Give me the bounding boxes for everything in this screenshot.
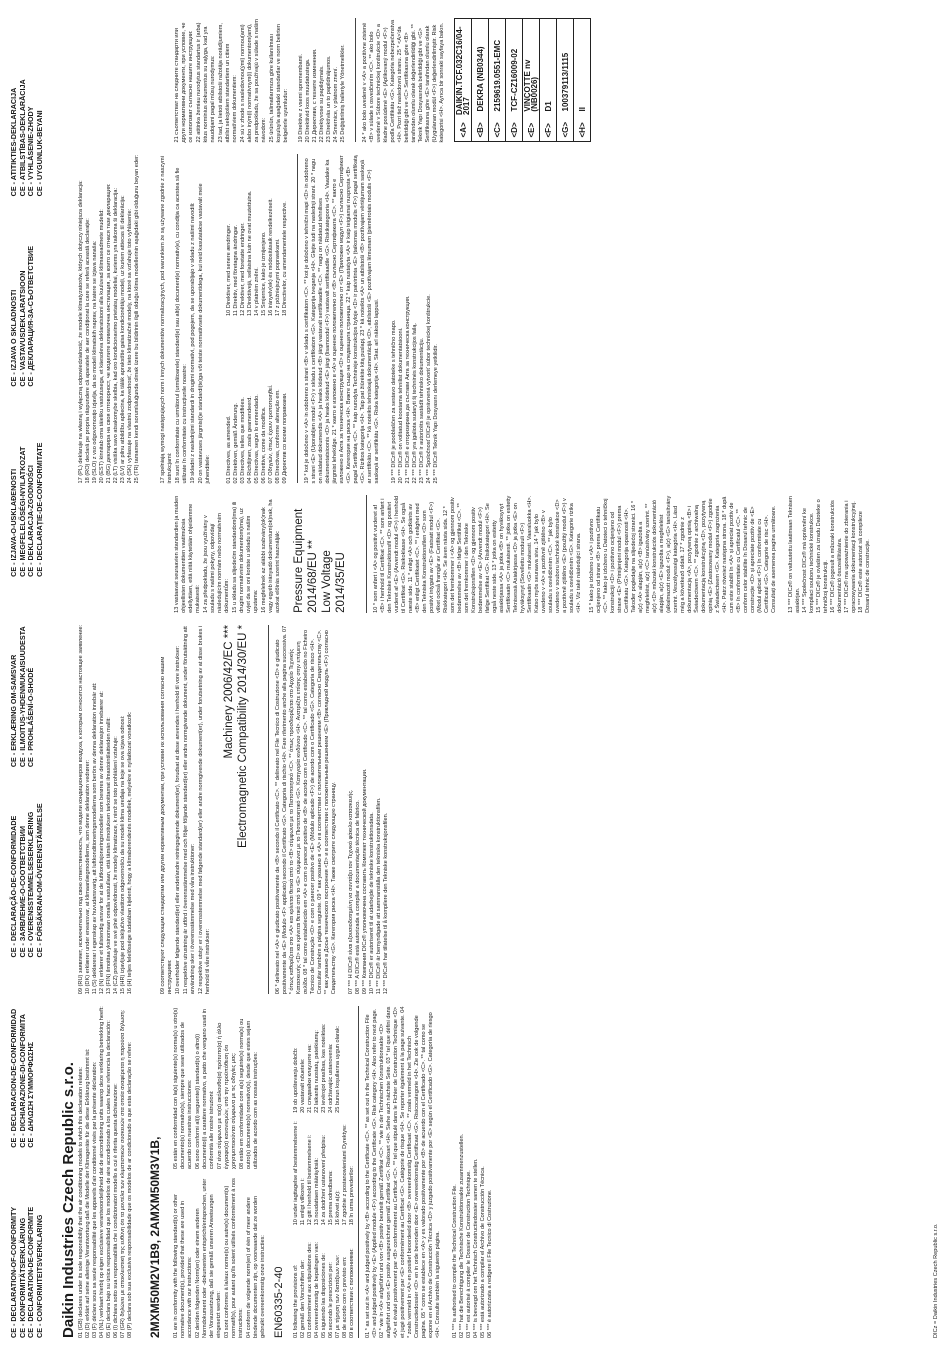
amendment-line: 06 Direttive, come da modifica.: [261, 406, 267, 484]
conformity-text: 18 sunt în conformitate cu următorul (următoarele) standard(e) sau alt(e) document(e) normativ(e), cu condiția ca acestea să fie utilizate în conformitate cu instrucțiunile noastre:: [175, 167, 188, 484]
declaration-line: 02 (D) erklärt auf seine alleinige Verantwortung daß die Modelle der Klimageräte für die diese Erklärung bestimmt ist:: [85, 1048, 91, 1338]
divider: [268, 625, 269, 994]
amendments-block: [226, 154, 289, 483]
conformity-text: 06 sono conformi al(i) seguente(i) standard(s) o altro(i) documento(i) a carattere normativo, a patto che vengano usati in conformità alle nostre istruzioni:: [195, 1008, 215, 1170]
certificate-row: [472, 19, 489, 141]
header-line: CE - OVERENSSTEMMELSESERKLÆRING: [26, 811, 36, 958]
header-group: [10, 589, 56, 767]
conformity-text: 09 соответствуют следующим стандартам или другим нормативным документам, при условии их использования согласно нашим инструкциям:: [160, 656, 173, 995]
declaration-line: 07 (GR) δηλώνει με αποκλειστική της ευθύνη ότι τα μοντέλα των κλιματιστικών συσκευών στα οποία αναφέρεται η παρούσα δήλωση:: [120, 1009, 126, 1338]
declaration-line: 14 (CZ) prohlašuje ve své plné odpovědnosti, že modely klimatizace, k nimž se toto prohlášení vztahuje:: [113, 736, 119, 995]
divider: [358, 1006, 359, 1338]
technical-file-text: 06 * delineato nel <A> e giudicato positivamente da <B> secondo il Certificato <C>. ** delineato nel File Tecnico di Costruzione <D> e giudicato positivamente da <E> (Modulo <F> applicato) secondo il Certificato <G>. Categoria di rischio <H>. Fare riferimento anche alla pagina successiva. 07 * όπως καθορίζεται στο <A> και κρίνεται θετικά από το <B> σύμφωνα με το Πιστοποιητικό <C>. ** όπως προσδιορίζεται στο Αρχείο Τεχνικής Κατασκευής <D> και κρίνεται θετικά από το <E> σύμφωνα με το Πιστοποιητικό <G>. Κατηγορία κινδύνου <H>. Ανατρέξτε επίσης στην επόμενη σελίδα. 08 * tal como estabelecido em <A> e com o parecer positivo de <B> de acordo com o Certificado <C>. ** tal como estabelecido no Ficheiro Técnico de Construção <D> e com o parecer positivo de <E> (Módulo aplicado <F>) de acordo com o Certificado <G>. Categoria de risco <H>. Consultar também a página seguinte. 09 * как указано в <A> и в соответствии с положительным решением <B> согласно Свидетельству <C>. ** как указано в Досье технического построения <D> и в соответствии с положительным решением <E> (Прикладной модуль <F>) согласно Свидетельству <G>. Категория риска <H>. Также смотрите следующую страницу.: [275, 625, 337, 995]
declaration-line: 24 (SK) vyhlasuje na vlastnú zodpovednosť, že tieto klimatizačné modely, na ktoré sa vzťahuje toto vyhlásenie:: [127, 208, 133, 484]
header-line: CE - MEGFELELŐSÉGI-NYILATKOZAT: [17, 446, 27, 577]
declaration-line: 20 (EST) kinnitab oma täieliku vastutusega, et käesoleva deklaratsiooni alla kuuluvad kliimaseadmete mudelid:: [99, 209, 105, 484]
middle-left-block: [78, 625, 940, 994]
declaration-line: 06 (I) dichiara sotto sua responsabilità che i condizionatori modello a cui è riferita questa dichiarazione:: [113, 1083, 119, 1338]
certificate-row: [489, 19, 506, 141]
authorisation-line: 17 *** DICz® ma upoważnienie do zbierania i opracowywania dokumentacji konstrukcyjnej.: [844, 500, 857, 613]
declaration-line: 03 (F) déclare sous sa seule responsabilité que les appareils d'air conditionné visés par la présente déclaration:: [92, 1061, 98, 1338]
certificate-row: [455, 19, 472, 141]
conformity-text: 22 atitinka žemiau nurodytus standartus ir (arba) kitus norminius dokumentus su sąlyga, kad yra naudojami pagal mūsų nurodymus:: [196, 22, 216, 143]
authorisation-line: 01 *** is authorised to compile the Technical Construction File.: [452, 1184, 458, 1338]
left-block: [78, 1006, 940, 1338]
certificate-key: <D>: [509, 122, 519, 138]
provision-line: 25 bunun koşullarına uygun olarak:: [335, 1025, 341, 1113]
declaration-line: 05 (E) declara bajo su única responsabilidad que los modelos de aire acondicionado a los cuales hace referencia la declaración:: [106, 1020, 112, 1338]
header-line: CE - ΔΗΛΩΣΗ ΣΥΜΜΟΡΦΩΣΗΣ: [26, 1041, 36, 1148]
conformity-text: 23 tad, ja lietoti atbilstoši ražotāja norādījumiem, atbilst sekojošiem standartiem un citiem normatīviem dokumentiem:: [218, 23, 238, 143]
amendment-line: 13 Direktiivejä, sellaisina kuin ne ovat muutettuina.: [247, 190, 253, 316]
provision-line: 20 vastavalt nõuetele:: [300, 1058, 306, 1113]
declaration-line: 15 (HR) izjavljuje pod isključivo vlastitom odgovornošću da su modeli klima uređaja na koje se ova izjava odnosi:: [120, 715, 126, 995]
conformity-text: 24 sú v zhode s nasledovnou(ými) normou(ami) alebo iným(i) normatívnym(i) dokumentom(ami), za predpokladu, že sa používajú v súlade s našim návodom:: [240, 19, 267, 143]
directive-line: Electromagnetic Compatibility 2014/30/EU *: [237, 624, 249, 848]
conformity-text: 04 conform de volgende norm(en) of één of meer andere bindende documenten zijn, op voorwaarde dat ze worden gebruikt overeenkomstig onze instructies:: [246, 1195, 266, 1338]
conformity-text: 11 respektive utrustning är utförd i överensstämmelse med och följer följande standard(er) eller andra normgivande dokument, under förutsättning att användning sker i överensstämmelse med våra instruktioner:: [183, 626, 196, 995]
authorisation-list: [788, 495, 872, 612]
certificate-value: TCF-CZ16009-02: [509, 48, 519, 112]
certificate-key: <A>: [458, 122, 468, 138]
header-group: [10, 969, 56, 1147]
header-line: CE - UYGUNLUK-BEYANI: [34, 110, 44, 197]
conformity-text: 20 on vastavuses järgmis(t)e standardi(te)ga või teiste normatiivsete dokumentidega, kui neid kasutatakse vastavalt meie juhenditele:: [198, 183, 211, 484]
header-group: [10, 1160, 56, 1338]
certificate-value: D1: [543, 101, 553, 112]
authorisation-line: 19 *** DICz® je pooblaščen za sestavo datoteke s tehnično mapo.: [391, 319, 397, 484]
header-line: CE - ILMOITUS-YHDENMUKAISUUDESTA: [17, 626, 27, 768]
declaration-line: 01 (GB) declares under its sole responsibility that the air conditioning models to which this declaration relates:: [78, 1066, 84, 1338]
standard-reference: EN60335-2-40: [273, 1266, 285, 1338]
authorisation-line: 12 *** DICz® har tillatelse til å kompilere den Tekniske konstruksjonsfilen.: [383, 812, 389, 995]
provision-line: 22 laikantis nuostatų, pateikiamų:: [314, 1030, 320, 1113]
authorisation-line: 08 *** A DICz® está autorizada a compilar a documentação técnica de fabrico.: [355, 800, 361, 995]
amendment-line: 08 Directivas, conforme alteração em.: [275, 389, 281, 484]
middle-right-block: [78, 154, 940, 483]
amendments-block: [298, 18, 347, 142]
provision-line: 14 za dodržení ustanovení předpisu:: [321, 1134, 327, 1226]
technical-file-text: 19 * kot je določeno v <A> in odobreno s strani <B> v skladu s certifikatom <C>. ** kot je določeno v tehnični mapi <D> in odobreno s strani <E> (Uporabljen modul <F>) v skladu s certifikatom <G>. Kategorija tveganja <H>. Glejte tudi na naslednji strani. 20 * nagu on näidatud dokumendis <A> ja heaks kiidetud <B> järgi vastavalt sertifikaadile <C>. ** nagu on näidatud tehnilises dokumentatsioonis <D> ja heaks kiidetud <E> järgi (lisamoodul <F>) vastavalt sertifikaadile <G>. Riskikategooria <H>. Vaadake ka järgmist lehekülge. 21 * както е изложено в <A> и оценено положително от <B> съгласно Сертификата <C>. ** както е изложено в Акта за техническа конструкция <D> и оценено положително от <E> (Приложен модул <F>) съгласно Сертификат <G>. Категория на риска <H>. Вижте също на следващата страница. 22 * kaip nustatyta <A> ir kaip teigiamai nuspręsta <B> pagal Sertifikatą <C>. ** kaip nurodyta Techninėje konstrukcijos byloje <D> ir patvirtinta <E> (taikomas modulis <F>) pagal sertifikatą <G>. Rizikos kategorija <H>. Taip pat žiūrėkite kitą puslapį. 23 * kā noteikts <A> un atbilstoši <B> pozitīvajam vērtējumam saskaņā ar sertifikātu <C>. ** kā noteikts tehniskajā dokumentācijā <D>, atbilstoši <E> pozitīvajam lēmumam (piemērotais modulis <F>) saskaņā ar sertifikātu <G>. Riska kategorija <H>. Skat. arī nākošo lappusi.: [304, 155, 380, 484]
certificate-key: <G>: [560, 121, 570, 138]
provision-line: 11 enligt villkoren i:: [300, 1178, 306, 1226]
provision-line: 06 secondo le prescrizioni per:: [328, 1262, 334, 1338]
header-group: [10, 779, 56, 957]
declaration-line: 13 (FIN) ilmoittaa yksinomaan omalla vastuullaan, että tämän ilmoituksen tarkoittamat ilmastointilaitteiden mallit:: [106, 717, 112, 995]
conformity-text: 25 ürünün, talimatlarımıza göre kullanılması koşuluyla aşağıdaki standartlar ve norm belirten belgelerle uyumludur:: [269, 24, 289, 143]
header-row: [10, 18, 56, 1338]
technical-file-text: 01 * as set out in <A> and judged positively by <B> according to the Certificate <C>. ** as set out in the Technical Construction File <D> and judged positively by <E> (Applied module <F>) according to the Certificate <G>. Risk category <H>. Also refer to next page. 02 * wie in <A> aufgeführt und von <B> positiv beurteilt gemäß Zertifikat <C>. ** wie in der Technischen Konstruktionsakte <D> aufgeführt und von <E> positiv ausgezeichnet gemäß Zertifikat <G>. Risikoart <H>. Siehe auch nächste Seite. 03 * tel que défini dans <A> et évalué positivement par <B> conformément au Certificat <C>. ** tel que stipulé dans le Fichier de Construction Technique <D> et jugé positivement par <E> conformément au Certificat <G>. Catégorie de risque <H>. Se reporter également à la page suivante. 04 * zoals vermeld in <A> en positief beoordeeld door <B> overeenkomstig Certificaat <C>. ** zoals vermeld in het Technisch Constructiedossier <D> en in orde bevonden door <E> overeenkomstig Certificaat <G>. Risicocategorie <H>. Zie ook de volgende pagina. 05 * como se establece en <A> y es valorado positivamente por <B> de acuerdo con el Certificado <C>. ** tal como se expone en el Archivo de Construcción Técnica <D> y juzgado positivamente por <E> según el Certificado <G>. Categoría de riesgo <H>. Consulte también la siguiente página.: [365, 1006, 441, 1338]
provision-line: 13 noudattaen määräyksiä:: [314, 1157, 320, 1226]
declaration-line: 08 (P) declara sob sua exclusiva responsabilidade que os modelos de ar condicionado a que esta declaração se refere:: [127, 1041, 133, 1338]
declaration-line: 19 (SLO) z vso odgovornostjo izjavlja, da so modeli klimatskih naprav, na katere se izjava nanaša:: [92, 240, 98, 484]
declaration-spacer: [78, 495, 148, 612]
amendment-line: 14 v platném znění.: [254, 267, 260, 316]
conformity-text: 02 der/den folgenden Norm(en) oder einem anderen Normdokument oder -dokumenten entspricht/entsprechen, unter der Voraussetzung, daß sie gemäß unseren Anweisungen eingesetzt werden:: [195, 1178, 222, 1338]
provision-line: 04 overeenkomstig de bepalingen van:: [314, 1241, 320, 1338]
authorisation-line: 07 *** Η DICz® είναι εξουσιοδοτημένη να συντάξει τον Τεχνικό φάκελο κατασκευής.: [348, 789, 354, 995]
amendment-line: 16 irányelv(ek) és módosításaik rendelkezéseit.: [268, 198, 274, 316]
authorisation-list: [452, 1006, 494, 1338]
provision-line: 09 в соответствии с положениями:: [349, 1248, 355, 1338]
header-line: CE - DECLARACION-DE-CONFORMIDAD: [9, 1008, 18, 1148]
certificate-key: <F>: [543, 123, 553, 138]
provision-line: 01 following the provisions of:: [293, 1264, 299, 1338]
amendment-line: 09 Директив со всеми поправками.: [282, 392, 288, 484]
amendment-line: 19 Direktive z vsemi spremembami.: [298, 53, 304, 143]
right-block: [78, 18, 940, 142]
certificate-value: 2159619.0551-EMC: [492, 39, 502, 112]
amendment-line: 22 Direktyvose su papildymais.: [319, 65, 325, 143]
provision-line: 03 conformément aux stipulations des:: [307, 1242, 313, 1338]
authorisation-line: 16 *** DICz® jogosult a műszaki konstrukciós dokumentáció összeállítására.: [830, 500, 843, 613]
certificate-key: <C>: [492, 122, 502, 138]
authorisation-line: 23 *** DICz® ir autorizēts sastādīt tehnisko dokumentāciju.: [419, 337, 425, 484]
directive-line: Machinery 2006/42/EC ***: [223, 624, 235, 759]
authorisation-line: 11 *** DICz® är bemyndigade att sammanställa den tekniska konstruktionsfilen.: [376, 797, 382, 995]
authorisation-line: 15 *** DICz® je ovlašten za izradu Datoteke o tehničkoj konstrukciji.: [816, 499, 829, 613]
authorisation-list: [391, 154, 440, 483]
header-group: [10, 399, 56, 577]
certificate-value: DAIKIN.TCF.032C16/04-2017: [455, 26, 471, 115]
certificate-value: DEKRA (NB0344): [475, 46, 485, 112]
provision-line: 02 gemäß den Vorschriften der:: [300, 1259, 306, 1338]
authorisation-line: 21 *** DICz® е оторизирана да състави Акта за техническа конструкция.: [405, 295, 411, 484]
header-line: CE - KONFORMITÄTSERKLÄRUNG: [17, 1217, 27, 1338]
authorisation-line: 22 *** DICz® yra įgaliota sudaryti šį techninės konstrukcijos failą.: [412, 322, 418, 484]
provision-line: 21 следвайки клаузите на:: [307, 1044, 313, 1113]
header-line: CE - ATBILSTĪBAS-DEKLARĀCIJA: [17, 79, 27, 197]
provision-line: 15 prema odredbama:: [328, 1170, 334, 1226]
amendment-line: 10 Direktiver, med senere ændringer.: [226, 223, 232, 316]
amendment-line: 18 Directivelor, cu amendamentele respective.: [282, 201, 288, 316]
header-line: CE - ERKLÆRING OM-SAMSVAR: [9, 654, 18, 768]
authorisation-line: 24 *** Spoločnosť DICz® je oprávnená vytvoriť súbor technickej konštrukcie.: [426, 294, 432, 484]
authorisation-line: 18 *** DICz® este autorizat să compileze Dosarul tehnic de construcție.: [858, 511, 871, 613]
amendment-line: 23 Direktīvās un to papildinājumos.: [326, 55, 332, 143]
provision-line: 23 ievērojot prasības, kas noteiktas:: [321, 1023, 327, 1113]
conformity-text: 16 megfelelnek az alábbi szabvány(ok)nak vagy egyéb irányadó dokumentum(ok)nak, ha azokat előírás szerint használják:: [261, 499, 281, 613]
technical-file-text: 24 * ako bolo uvedené v <A> a pozitívne zistené <B> v súlade s osvedčením <C>. ** ako bolo uvedené v Súbore technickej konštrukcie <D> a kladne posúdené <E> (Aplikovaný modul <F>) podľa Certifikátu <G>. Kategória nebezpečenstva <H>. Pozri tiež nasledovnú stranu. 25 * <A>'da belirtildiği gibi ve <C> Sertifikasına göre <B> tarafından olumlu olarak değerlendirildiği gibi. ** Teknik Yapı Dosyasında belirtildiği gibi ve <G> Sertifikasına göre <E> tarafından olumlu olarak (Uygulanan modül <F>) değerlendirilmiştir. Risk kategorisi <H>. Ayrıca bir sonraki sayfaya bakın.: [362, 19, 445, 143]
amendment-line: 15 Smjernice, kako je izmijenjeno.: [261, 231, 267, 316]
body-columns: [78, 18, 940, 1338]
authorisation-line: 20 *** DICz® on volitatud koostama tehnilist dokumentatsiooni.: [398, 327, 404, 484]
divider: [366, 495, 367, 612]
declaration-list: [78, 154, 141, 483]
amendment-line: 05 Directivas, según lo enmendado.: [254, 394, 260, 484]
directives-list: [222, 625, 250, 994]
certificate-key: <E>: [526, 122, 536, 138]
provision-line: 16 követi a(z):: [335, 1190, 341, 1226]
declaration-line: 21 (BG) декларира на своя отговорност, че моделите климатична инсталация, за които се отнася тази декларация:: [106, 183, 112, 484]
authorisation-list: [348, 625, 390, 994]
declaration-line: 04 (NL) verklaart hierbij op eigen exclusieve verantwoordelijkheid dat de airconditioning units waarop deze verklaring betrekking heeft:: [99, 1006, 105, 1338]
technical-file-text: 15 * kako je izloženo u <A> i pozitivno ocijenjeno od strane <B> prema Certifikatu <C>. ** kako je izloženo u Datoteci o tehničkoj konstrukciji <D> i pozitivno ocijenjeno od strane <E> (Primijenjeni modul <F>) prema Certifikatu <G>. Kategorija opasnosti <H>. Također pogledajte na slijedećoj stranici. 16 * a(z) <A> alapján, a(z) <B> igazolta a megfelelést, a(z) <C> tanúsítvány szerint. ** a(z) <D> műszaki konstrukciós dokumentáció alapján, a(z) <E> igazolta a megfelelést (alkalmazott modul: <F>), a(z) <G> tanúsítvány szerint. Veszélyességi kategória <H>. Lásd még a következő oldalt. 17 * zgodnie z dokumentacją <A>, pozytywną opinią <B> i Świadectwem <C>. ** zgodnie z archiwalną dokumentacją konstrukcyjną <D>, pozytywną opinią <E> (Zastosowany moduł <F>) zgodnie z Świadectwem <G>. Kategoria zagrożenia <H>. Patrz również następna strona. 18 * după cum este stabilit în <A> și apreciat pozitiv de <B> în conformitate cu Certificatul <C>. ** conform celor stabilite în Dosarul tehnic de construcție <D> și apreciate pozitiv de <E> (Modul aplicat <F>) în conformitate cu Certificatul <G>. Categorie de risc <H>. Consultați de asemenea pagina următoare.: [589, 495, 777, 613]
authorisation-line: 14 *** Společnost DICz® má oprávnění ke kompilaci souboru technické konstrukce.: [802, 508, 815, 613]
certificate-value: II: [577, 107, 587, 112]
declaration-line: 16 (H) teljes felelőssége tudatában kijelenti, hogy a klímaberendezés modellek, melyekre e nyilatkozat vonatkozik:: [127, 711, 133, 995]
authorisation-line: 04 *** is bevoegd om het Technisch Constructiedossier samen te stellen.: [473, 1158, 479, 1338]
directives-list: [292, 495, 348, 612]
conformity-text: 01 are in conformity with the following standard(s) or other normative document(s), provided that these are used in accordance with our instructions:: [173, 1194, 193, 1338]
header-line: CE - VYHLÁSENIE-ZHODY: [26, 106, 36, 197]
authorisation-line: 09 *** Компания DICz® уполномочена составить Комплект технической документации.: [362, 768, 368, 995]
amendment-line: 07 Οδηγιών, όπως έχουν τροποποιηθεί.: [268, 384, 274, 484]
certificate-table: [454, 18, 591, 142]
certificate-row: [540, 19, 557, 141]
declaration-list: [78, 1006, 134, 1338]
certificate-key: <B>: [475, 122, 485, 138]
footnote: DICz = Daikin Industries Czech Republic s.r.o.: [933, 1223, 939, 1338]
technical-file-text: 10 * som anført i <A> og positivt vurderet af <B> i henhold til Certifikat <C>. ** som anført i den Tekniske Konstruktionsfil <D> og positivt vurderet af <E> (Anvendt modul <F>) i henhold til Certifikat <G>. Risikoklasse <H>. Se også næste side. 11 * enligt <A> och godkänts av <B> enligt Certifikatet <C>. ** i enlighet med den Tekniska Konstruktionsfilen <D> som positivt intygats av <E> (Fastsatt modul <F>) vilket också framgår av Certifikat <G>. Riskkategori <H>. Se även nästa sida. 12 * som det fremkommer i <A> og gjennom positiv bedømmelse av <B> ifølge Sertifikat <C>. ** som det fremkommer i den Tekniske Konstruksjonsfilen <D> og gjennom positiv bedømmelse av <E> (Anvendt modul <F>) ifølge Sertifikat <G>. Risikokategori <H>. Se også neste side. 13 * jotka on esitetty asiakirjassa <A> ja jotka <B> on hyväksynyt Sertifikaatin <C> mukaisesti. ** jotka on esitetty Teknisessä Asiakirjassa <D> ja jotka <E> on hyväksynyt (Sovellettu moduuli <F>) Sertifikaatin <G> mukaisesti. Vaaraluokka <H>. Katso myös seuraava sivu. 14 * jak bylo uvedeno v <A> a pozitivně zjištěno <B> v souladu s osvědčením <C>. ** jak bylo uvedeno v souboru technické konstrukce <D> a pozitivně zjištěno <E> (použitý modul <F>) v souladu s osvědčením <G>. Kategorie rizika <H>. Viz také následující strana.: [373, 495, 582, 613]
header-line: CE - DICHIARAZIONE-DI-CONFORMITA: [17, 1014, 27, 1148]
certificate-key: <H>: [577, 122, 587, 138]
directive-line: Pressure Equipment 2014/68/EU **: [293, 508, 319, 613]
authorisation-line: 25 *** DICz® Teknik Yapı Dosyasını derlemeye yetkilidir.: [433, 344, 439, 484]
conformity-block: [173, 1006, 268, 1338]
authorisation-line: 13 *** DICz® on valtuutettu laatimaan Teknisen asiakirjan.: [788, 495, 801, 613]
declaration-line: 09 (RU) заявляет, исключительно под свою ответственность, что модели кондиционеров воздуха, к которым относится настоящее заявление:: [78, 624, 84, 995]
header-line: CE - IZJAVA O SKLADNOSTI: [9, 289, 18, 387]
header-line: CE - ATITIKTIES-DEKLARACIJA: [9, 87, 18, 197]
amendment-line: 12 Direktiver, med foretatte endringer.: [240, 222, 246, 316]
conformity-text: 21 съответстват на следните стандарти или други нормативни документи, при условие, че се използват съгласно нашите инструкции:: [174, 22, 194, 143]
header-line: CE - VASTAVUSDEKLARATSIOON: [17, 270, 27, 387]
authorisation-line: 10 *** DICz® er autoriseret til at udarbejde de tekniske konstruktionsdata.: [369, 812, 375, 995]
amendment-line: 20 Direktiivid koos muudatustega.: [305, 58, 311, 143]
header-line: CE - DECLARAÇÃO-DE-CONFORMIDADE: [9, 815, 18, 958]
conformity-text: 05 están en conformidad con la(s) siguiente(s) norma(s) u otro(s) documento(s) normativo(s), siempre que sean utilizados de acuerdo con nuestras instrucciones:: [173, 1007, 193, 1170]
declaration-line: 10 (DK) erklærer under eneansvar, at klimaanlægmodellerne, som denne deklaration vedrører:: [85, 759, 91, 995]
declaration-line: 25 (TR) tamamen kendi sorumluluğunda olmak üzere bu bildirinin ilgili olduğu klima modellerinin aşağıdaki gibi olduğunu beyan eder:: [134, 154, 140, 484]
header-line: CE - DECLARAȚIE-DE-CONFORMITATE: [34, 442, 44, 577]
provision-line: 18 în urma prevederilor:: [349, 1166, 355, 1226]
certificate-value: VINÇOTTE nv (NB0026): [523, 59, 539, 112]
declaration-line: 11 (S) deklarerar i egenskap av huvudansvarig, att luftkonditioneringsmodellerna som berörs av denna deklaration innebär att:: [92, 682, 98, 995]
header-line: CE - PROHLÁŠENÍ-O-SHODĚ: [26, 667, 36, 768]
declaration-line: 18 (RO) declară pe propria răspundere că aparatele de aer condiționat la care se referă această declarație:: [85, 218, 91, 484]
declaration-list: [78, 625, 134, 994]
provision-line: 08 de acordo com o previsto em:: [342, 1256, 348, 1338]
divider: [297, 154, 298, 483]
middle-block: [78, 495, 940, 612]
certificate-row: [574, 19, 590, 141]
authorisation-line: 03 *** est autorisé à compiler le Dossier de Construction Technique.: [466, 1170, 472, 1338]
provision-line: 07 με τήρηση των διατάξεων των:: [335, 1254, 341, 1338]
declaration-line: 23 (LV) ar pilnu atbildību apliecina, ka tālāk aprakstītie gaisa kondicionētāju modeļi, uz kuriem attiecas šī deklarācija:: [120, 195, 126, 484]
amendment-line: 02 Direktiven, gemäß Änderung.: [233, 402, 239, 484]
header-line: CE - IZJAVA-O-USKLAĐENOSTI: [9, 468, 18, 577]
amendment-line: 21 Директиви, с техните изменения.: [312, 48, 318, 143]
conformity-text: 12 respektive utstyr er i overensstemmelse med følgende standard(er) eller andre normgivende dokument(er), under forutsetning av at disse brukes i henhold til våre instrukser:: [198, 625, 211, 995]
provision-line: 10 under iagttagelse af bestemmelserne i:: [293, 1121, 299, 1226]
header-line: CE - DECLARATION-OF-CONFORMITY: [9, 1206, 18, 1338]
amendment-line: 01 Directives, as amended.: [226, 415, 232, 484]
certificate-row: [506, 19, 523, 141]
certificate-row: [523, 19, 540, 141]
amendment-line: 25 Değiştirilmiş halleriyle Yönetmelikler.: [340, 44, 346, 143]
header-line: CE - ДЕКЛАРАЦИЯ-ЗА-СЪОТВЕТСТВИЕ: [26, 246, 36, 387]
model-numbers: 2MXM50M2V1B9, 2AMXM50M3V1B,: [148, 1136, 162, 1338]
directive-line: Low Voltage 2014/35/EU: [321, 550, 347, 613]
divider: [355, 18, 356, 142]
conformity-text: 07 είναι σύμφωνα με το(α) ακόλουθο(α) πρότυπο(α) ή άλλο έγγραφο(α) κανονισμών, υπό την προϋπόθεση ότι χρησιμοποιούνται σύμφωνα με τις οδηγίες μας:: [217, 1022, 237, 1170]
amendment-line: 17 z późniejszymi poprawkami.: [275, 238, 281, 316]
header-line: CE - ЗАЯВЛЕНИЕ-О-СООТВЕТСТВИИ: [17, 825, 27, 958]
conformity-text: 17 spełniają wymogi następujących norm i innych dokumentów normalizacyjnych, pod warunkiem że są używane zgodnie z naszymi instrukcjami:: [160, 156, 173, 484]
header-line: CE - DECLARATION-DE-CONFORMITE: [26, 1206, 36, 1338]
header-line: CE - FÖRSÄKRAN-OM-ÖVERENSTÄMMELSE: [34, 803, 44, 958]
provision-line: 17 zgodnie z postanowieniami Dyrektyw:: [342, 1124, 348, 1226]
amendment-line: 04 Richtlijnen, zoals geamendeerd.: [247, 396, 253, 484]
conformity-text: 14 za předpokladu, že jsou využívány v souladu s našimi pokyny, odpovídají následujícím normám nebo normativním dokumentům:: [203, 513, 230, 613]
company-name: Daikin Industries Czech Republic s.r.o.: [60, 1062, 77, 1338]
provision-line: 19 ob upoštevanju določb:: [293, 1047, 299, 1113]
certificate-value: 100379113/1115: [560, 52, 570, 112]
header-group: [10, 18, 56, 196]
authorisation-line: 06 *** è autorizzata a redigere il File Tecnico di Costruzione.: [487, 1189, 493, 1338]
conformity-text: 19 skladni z naslednjimi standardi in drugimi normativi, pod pogojem, da se uporabljajo v skladu z našimi navodili:: [190, 202, 196, 484]
certificate-row: [557, 19, 574, 141]
provision-line: 12 gitt i henhold til bestemmelsene i:: [307, 1134, 313, 1226]
conformity-text: 10 overholder følgende standard(er) eller andet/andre retningsgivende dokument(er), forudsat at disse anvendes i henhold til vore instrukser:: [175, 645, 181, 995]
authorisation-line: 02 *** hat die Berechtigung die Technische Konstruktionsakte zusammenzustellen.: [459, 1133, 465, 1338]
conformity-text: 15 u skladu sa slijedećim standardom(ima) ili drugim normativnim dokumentom(ima), uz uvjet da se oni koriste u skladu s našim uputama:: [232, 501, 259, 613]
declaration-line: 17 (PL) deklaruje na własną i wyłączną odpowiedzialność, że modele klimatyzatorów, których dotyczy niniejsza deklaracja:: [78, 180, 84, 484]
conformity-text: 08 estão em conformidade com a(s) seguinte(s) norma(s) ou outro(s) documento(s) normativo(s), desde que estes sejam utilizados de acordo com as nossas instruções:: [239, 1018, 259, 1170]
provisions-block: [293, 1006, 356, 1338]
declaration-line: 22 (LT) visiška savo atsakomybe skelbia, kad oro kondicionavimo prietaisų modeliai, kuriems yra taikoma ši deklaracija:: [113, 187, 119, 484]
provision-line: 24 održiavajúc ustanovenia:: [328, 1043, 334, 1113]
conformity-text: 13 vastaavat seuraavien standardien ja muiden ohjeellisten dokumenttien vaatimuksia edellyttäen, että niitä käytetään ohjeidemme mukaisesti:: [174, 495, 201, 613]
amendment-line: 11 Direktiv, med företagna ändringar.: [233, 224, 239, 316]
authorisation-line: 05 *** está autorizado a compilar el Archivo de Construcción Técnica.: [480, 1166, 486, 1338]
amendment-line: 03 Directives, telles que modifiées.: [240, 397, 246, 484]
conformity-text: 03 sont conformes à la/aux norme(s) ou autre(s) document(s) normatif(s), pour autant qu'ils soient utilisés conformément à nos instructions:: [224, 1178, 244, 1338]
provision-line: 05 siguiendo las disposiciones de:: [321, 1253, 327, 1338]
header-group: [10, 208, 56, 386]
declaration-line: 12 (N) erklærer et fullstendig ansvar for at de luftkondisjoneringsmodeller som berøres av denne deklarasjon innebærer at:: [99, 691, 105, 995]
header-line: CE - CONFORMITEITSVERKLARING: [34, 1214, 44, 1338]
amendment-line: 24 Smernice, v platnom znení.: [333, 66, 339, 143]
header-line: CE - DEKLARACJA-ZGODNOŚCI: [26, 465, 36, 577]
